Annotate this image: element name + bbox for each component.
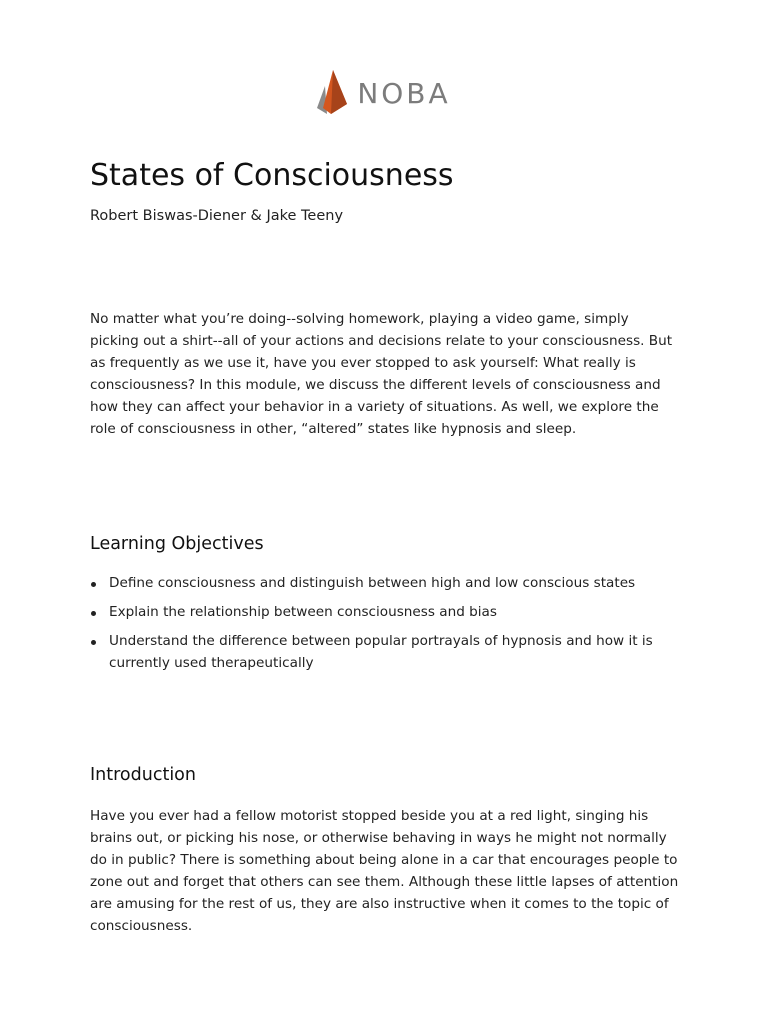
introduction-heading: Introduction: [90, 765, 196, 785]
list-item-text: Understand the difference between popular portrayals of hypnosis and how it is currently used therapeutically: [109, 633, 653, 671]
introduction-paragraph: Have you ever had a fellow motorist stopped beside you at a red light, singing his brains out, or picking his nose, or otherwise behaving in ways he might not normally do in public? There is something about being alone in a car that encourages people to zone out and forget that others can see them. Although these little lapses of attention are amusing for the rest of us, they are also instructive when it comes to the topic of consciousness.: [90, 808, 679, 934]
learning-objectives-heading: Learning Objectives: [90, 534, 264, 554]
brand-name: NOBA: [357, 77, 451, 110]
list-item: [90, 572, 680, 594]
list-item: [90, 601, 680, 623]
noba-flame-icon: [317, 70, 347, 114]
list-item: [90, 630, 680, 674]
bullet-icon: [91, 611, 96, 616]
learning-objectives-list: [90, 572, 680, 674]
bullet-icon: [91, 640, 96, 645]
brand-header: [0, 70, 768, 114]
document-authors: Robert Biswas-Diener & Jake Teeny: [90, 208, 344, 224]
list-item-text: Define consciousness and distinguish between high and low conscious states: [109, 575, 636, 591]
document-body: [90, 156, 680, 937]
document-title: States of Consciousness: [90, 158, 454, 193]
list-item-text: Explain the relationship between consciousness and bias: [109, 604, 497, 620]
abstract-paragraph: No matter what you’re doing--solving homework, playing a video game, simply picking out a shirt--all of your actions and decisions relate to your consciousness. But as frequently as we use it, have you ever stopped to ask yourself: What really is consciousness? In this module, we discuss the different levels of consciousness and how they can affect your behavior in a variety of situations. As well, we explore the role of consciousness in other, “altered” states like hypnosis and sleep.: [90, 311, 673, 437]
logo-dark-facet: [331, 70, 347, 114]
bullet-icon: [91, 582, 96, 587]
